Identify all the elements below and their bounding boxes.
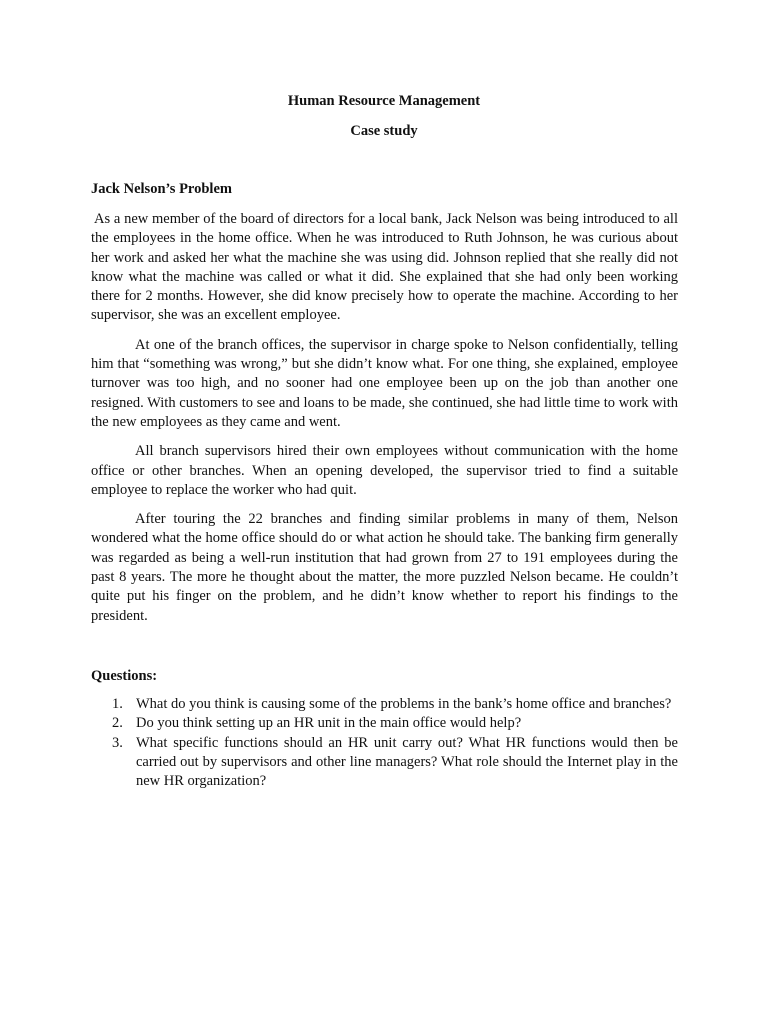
question-text: Do you think setting up an HR unit in the main office would help?	[136, 715, 522, 732]
question-text: What do you think is causing some of the problems in the bank’s home office and branches?	[136, 696, 672, 712]
paragraph-2: At one of the branch offices, the supervisor in charge spoke to Nelson confidentially, telling him that “something was wrong,” but she didn’t know what. For one thing, she explained, employee turnover was too high, and no sooner had one employee been up on the job than another one resigned. With customers to see and loans to be made, she continued, she had little time to work with the new employees as they came and went.	[91, 336, 678, 430]
question-number: 1.	[112, 696, 123, 712]
questions-heading: Questions:	[91, 668, 158, 684]
question-number: 2.	[112, 715, 123, 732]
document-title: Human Resource Management	[287, 93, 481, 109]
paragraph-3: All branch supervisors hired their own employees without communication with the home office or other branches. When an opening developed, the supervisor tried to find a suitable employee to replace the worker who had quit.	[91, 443, 678, 498]
paragraph-1: As a new member of the board of directors for a local bank, Jack Nelson was being introduced to all the employees in the home office. When he was introduced to Ruth Johnson, he was curious about her work and asked her what the machine she was using did. Johnson replied that she really did not know what the machine was called or what it did. She explained that she had only been working there for 2 months. However, she did know precisely how to operate the machine. According to her supervisor, she was an excellent employee.	[91, 211, 678, 324]
question-number: 3.	[112, 734, 123, 751]
question-item-1	[91, 695, 678, 714]
document-subtitle: Case study	[350, 123, 418, 139]
case-heading: Jack Nelson’s Problem	[91, 181, 232, 197]
question-item-3	[91, 734, 678, 792]
paragraph-4: After touring the 22 branches and finding similar problems in many of them, Nelson wondered what the home office should do or what action he should take. The banking firm generally was regarded as being a well-run institution that had grown from 27 to 191 employees during the past 8 years. The more he thought about the matter, the more puzzled Nelson became. He couldn’t quite put his finger on the problem, and he didn’t know whether to report his findings to the president.	[91, 511, 678, 624]
case-body	[91, 210, 678, 636]
question-item-2	[91, 714, 678, 733]
questions-list	[91, 695, 678, 791]
question-text: What specific functions should an HR unit carry out? What HR functions would then be carried out by supervisors and other line managers? What role should the Internet play in the new HR organization?	[136, 734, 678, 790]
